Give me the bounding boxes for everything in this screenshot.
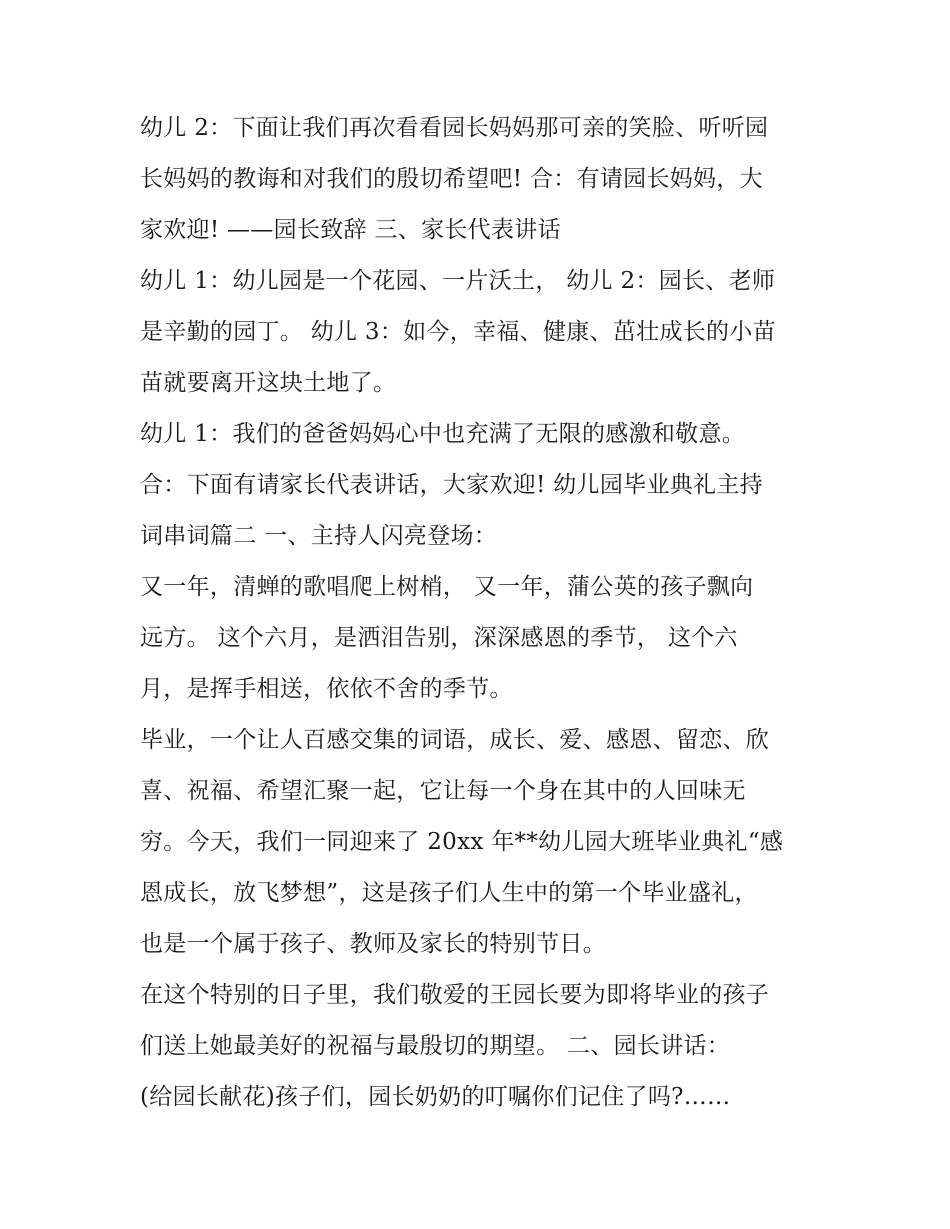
- text-line: 在这个特别的日子里，我们敬爱的王园长要为即将毕业的孩子: [140, 982, 770, 1008]
- text-line: 们送上她最美好的祝福与最殷切的期望。 二、园长讲话：: [140, 1033, 731, 1059]
- text-line: 也是一个属于孩子、教师及家长的特别节日。: [140, 931, 606, 957]
- text-line: 幼儿 1：我们的爸爸妈妈心中也充满了无限的感激和敬意。: [140, 421, 746, 447]
- text-line: 家欢迎! ——园长致辞 三、家长代表讲话: [140, 217, 561, 243]
- text-line: 又一年，清蝉的歌唱爬上树梢， 又一年，蒲公英的孩子飘向: [140, 574, 754, 600]
- document-body: [140, 103, 820, 1123]
- text-line: 长妈妈的教诲和对我们的殷切希望吧! 合：有请园长妈妈，大: [140, 166, 763, 192]
- text-line: 月，是挥手相送，依依不舍的季节。: [140, 676, 513, 702]
- text-line: 恩成长，放飞梦想”，这是孩子们人生中的第一个毕业盛礼，: [140, 880, 758, 906]
- text-line: 穷。今天，我们一同迎来了 20xx 年**幼儿园大班毕业典礼“感: [140, 829, 784, 855]
- text-line: 喜、祝福、希望汇聚一起，它让每一个身在其中的人回味无: [140, 778, 746, 804]
- text-line: (给园长献花)孩子们，园长奶奶的叮嘱你们记住了吗?……: [140, 1084, 731, 1110]
- text-line: 幼儿 2：下面让我们再次看看园长妈妈那可亲的笑脸、听听园: [140, 115, 769, 141]
- text-line: 幼儿 1：幼儿园是一个花园、一片沃土， 幼儿 2：园长、老师: [140, 268, 776, 294]
- text-line: 远方。 这个六月，是洒泪告别，深深感恩的季节， 这个六: [140, 625, 738, 651]
- text-line: 词串词篇二 一、主持人闪亮登场：: [140, 523, 498, 549]
- text-line: 是辛勤的园丁。 幼儿 3：如今，幸福、健康、茁壮成长的小苗: [140, 319, 776, 345]
- text-line: 毕业，一个让人百感交集的词语，成长、爱、感恩、留恋、欣: [140, 727, 770, 753]
- text-line: 合：下面有请家长代表讲话，大家欢迎! 幼儿园毕业典礼主持: [140, 472, 763, 498]
- text-line: 苗就要离开这块土地了。: [140, 370, 397, 396]
